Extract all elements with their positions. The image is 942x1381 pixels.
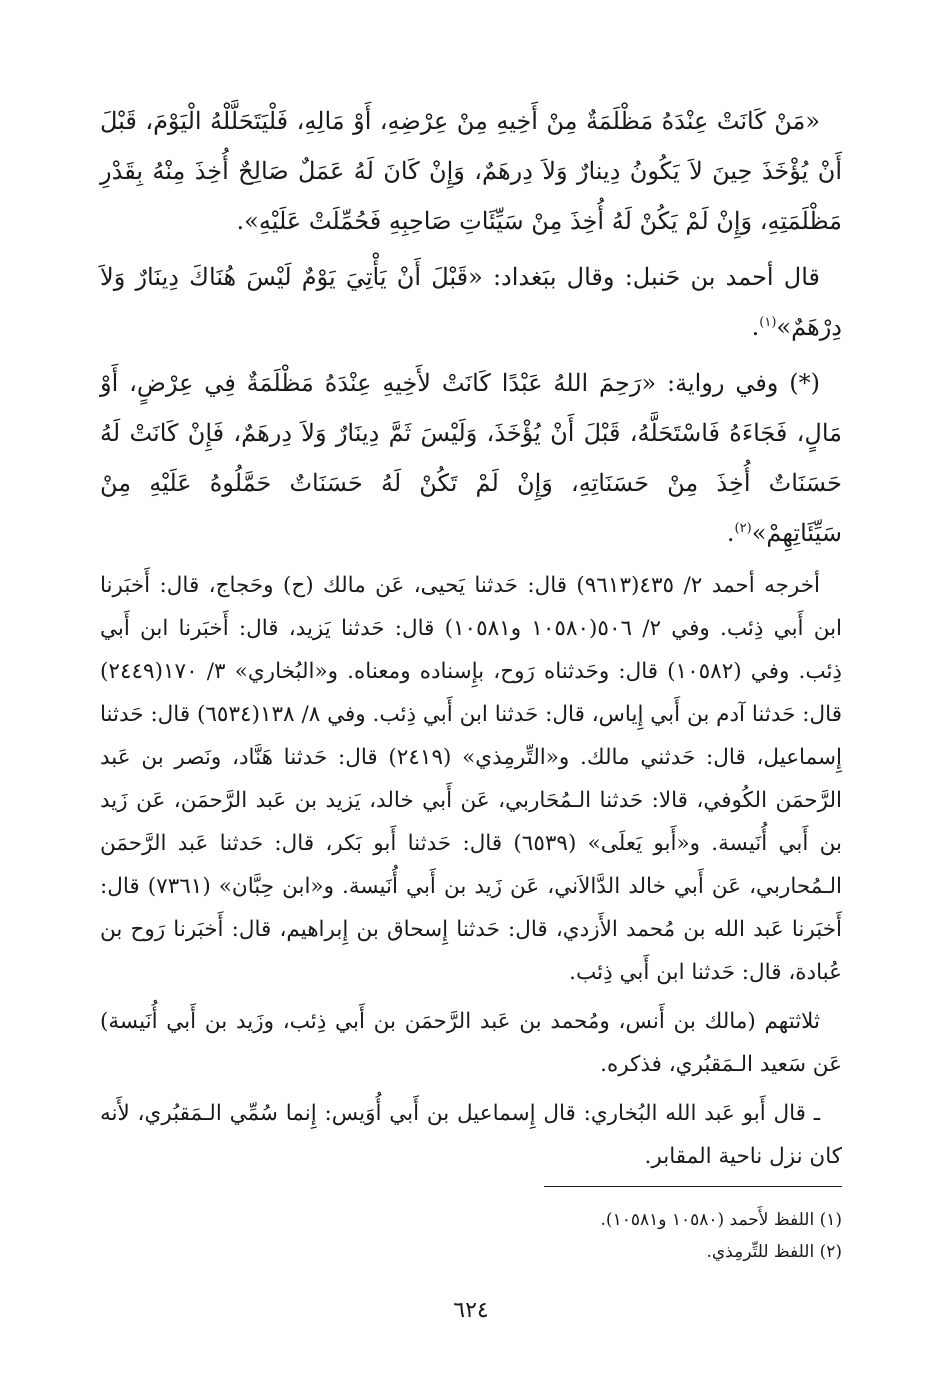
thalathatuhum-text: ثلاثتهم (مالك بن أَنس، ومُحمد بن عَبد الرَّحمَن بن أَبي ذِئب، وزَيد بن أَبي أُنَيسة) عَن سَعيد الـمَقبُري، فذكره. (100, 1009, 842, 1077)
footnote-ref-2: (٢) (734, 521, 752, 536)
hadith-text-content: «مَنْ كَانَتْ عِنْدَهُ مَظْلَمَةٌ مِنْ أَخِيهِ مِنْ عِرْضِهِ، أَوْ مَالِهِ، فَلْيَتَحَلَّلْهُ الْيَوْمَ، قَبْلَ أَنْ يُؤْخَذَ حِينَ لاَ يَكُونُ دِينارٌ وَلاَ دِرهَمٌ، وَإِنْ كَانَ لَهُ عَمَلٌ صَالِحٌ أُخِذَ مِنْهُ بِقَدْرِ مَظْلَمَتِهِ، وَإِنْ لَمْ يَكُنْ لَهُ أُخِذَ مِنْ سَيِّئَاتِ صَاحِبِهِ فَحُمِّلَتْ عَلَيْهِ». (100, 107, 842, 235)
hadith-text (100, 96, 842, 246)
footnote-2: (٢) اللفظ للتِّرمِذي. (706, 1242, 842, 1262)
riwaya-paragraph (100, 358, 842, 558)
ahmad-baghdad-paragraph (100, 252, 842, 352)
footnote-1: (١) اللفظ لأَحمد (١٠٥٨٠ و١٠٥٨١). (600, 1210, 842, 1230)
footnotes (100, 1204, 842, 1268)
page-number: ٦٢٤ (453, 1298, 489, 1323)
riwaya-text: (*) وفي رواية: «رَحِمَ اللهُ عَبْدًا كَانَتْ لأَخِيهِ عِنْدَهُ مَظْلَمَةٌ فِي عِرْضٍ، أَوْ مَالٍ، فَجَاءَهُ فَاسْتَحَلَّهُ، قَبْلَ أَنْ يُؤْخَذَ، وَلَيْسَ ثَمَّ دِينَارٌ وَلاَ دِرهَمٌ، فَإِنْ كَانَتْ لَهُ حَسَنَاتٌ أُخِذَ مِنْ حَسَنَاتِهِ، وَإِنْ لَمْ تَكُنْ لَهُ حَسَنَاتٌ حَمَّلُوهُ عَلَيْهِ مِنْ سَيِّئَاتِهِمْ» (100, 369, 842, 547)
ahmad-baghdad-end: . (751, 313, 760, 341)
ahmad-baghdad-text: قال أحمد بن حَنبل: وقال ببَغداد: «قَبْلَ أَنْ يَأْتِيَ يَوْمٌ لَيْسَ هُنَاكَ دِينَارٌ وَلاَ دِرْهَمٌ» (100, 263, 842, 341)
bukhari-note-text: ـ قال أَبو عَبد الله البُخاري: قال إِسماعيل بن أَبي أُوَيس: إِنما سُمِّي الـمَقبُري، لأَنه كان نزل ناحية المقابر. (100, 1101, 842, 1169)
footnote-ref-1: (١) (759, 315, 777, 330)
thalathatuhum-paragraph (100, 1000, 842, 1086)
takhrij-paragraph (100, 564, 842, 994)
takhrij-text: أخرجه أحمد ٢/ ٤٣٥(٩٦١٣) قال: حَدثنا يَحيى، عَن مالك (ح) وحَجاج، قال: أَخبَرنا ابن أَبي ذِئب. وفي ٢/ ٥٠٦(١٠٥٨٠ و١٠٥٨١) قال: حَدثنا يَزيد، قال: أَخبَرنا ابن أَبي ذِئب. وفي (١٠٥٨٢) قال: وحَدثناه رَوح، بإِسناده ومعناه. و«البُخاري» ٣/ ١٧٠(٢٤٤٩) قال: حَدثنا آدم بن أَبي إِياس، قال: حَدثنا ابن أَبي ذِئب. وفي ٨/ ١٣٨(٦٥٣٤) قال: حَدثنا إِسماعيل، قال: حَدثني مالك. و«التِّرمِذي» (٢٤١٩) قال: حَدثنا هَنَّاد، ونَصر بن عَبد الرَّحمَن الكُوفي، قالا: حَدثنا الـمُحَاربي، عَن أَبي خالد، يَزيد بن عَبد الرَّحمَن، عَن زَيد بن أَبي أُنَيسة. و«أَبو يَعلَى» (٦٥٣٩) قال: حَدثنا أَبو بَكر، قال: حَدثنا عَبد الرَّحمَن الـمُحاربي، عَن أَبي خالد الدَّالاَني، عَن زَيد بن أَبي أُنَيسة. و«ابن حِبَّان» (٧٣٦١) قال: أَخبَرنا عَبد الله بن مُحمد الأَزدي، قال: حَدثنا إِسحاق بن إِبراهيم، قال: أَخبَرنا رَوح بن عُبادة، قال: حَدثنا ابن أَبي ذِئب. (100, 573, 843, 985)
page-body (100, 96, 842, 1184)
footnote-divider (544, 1186, 842, 1187)
riwaya-end: . (726, 519, 735, 547)
bukhari-note-paragraph (100, 1092, 842, 1178)
